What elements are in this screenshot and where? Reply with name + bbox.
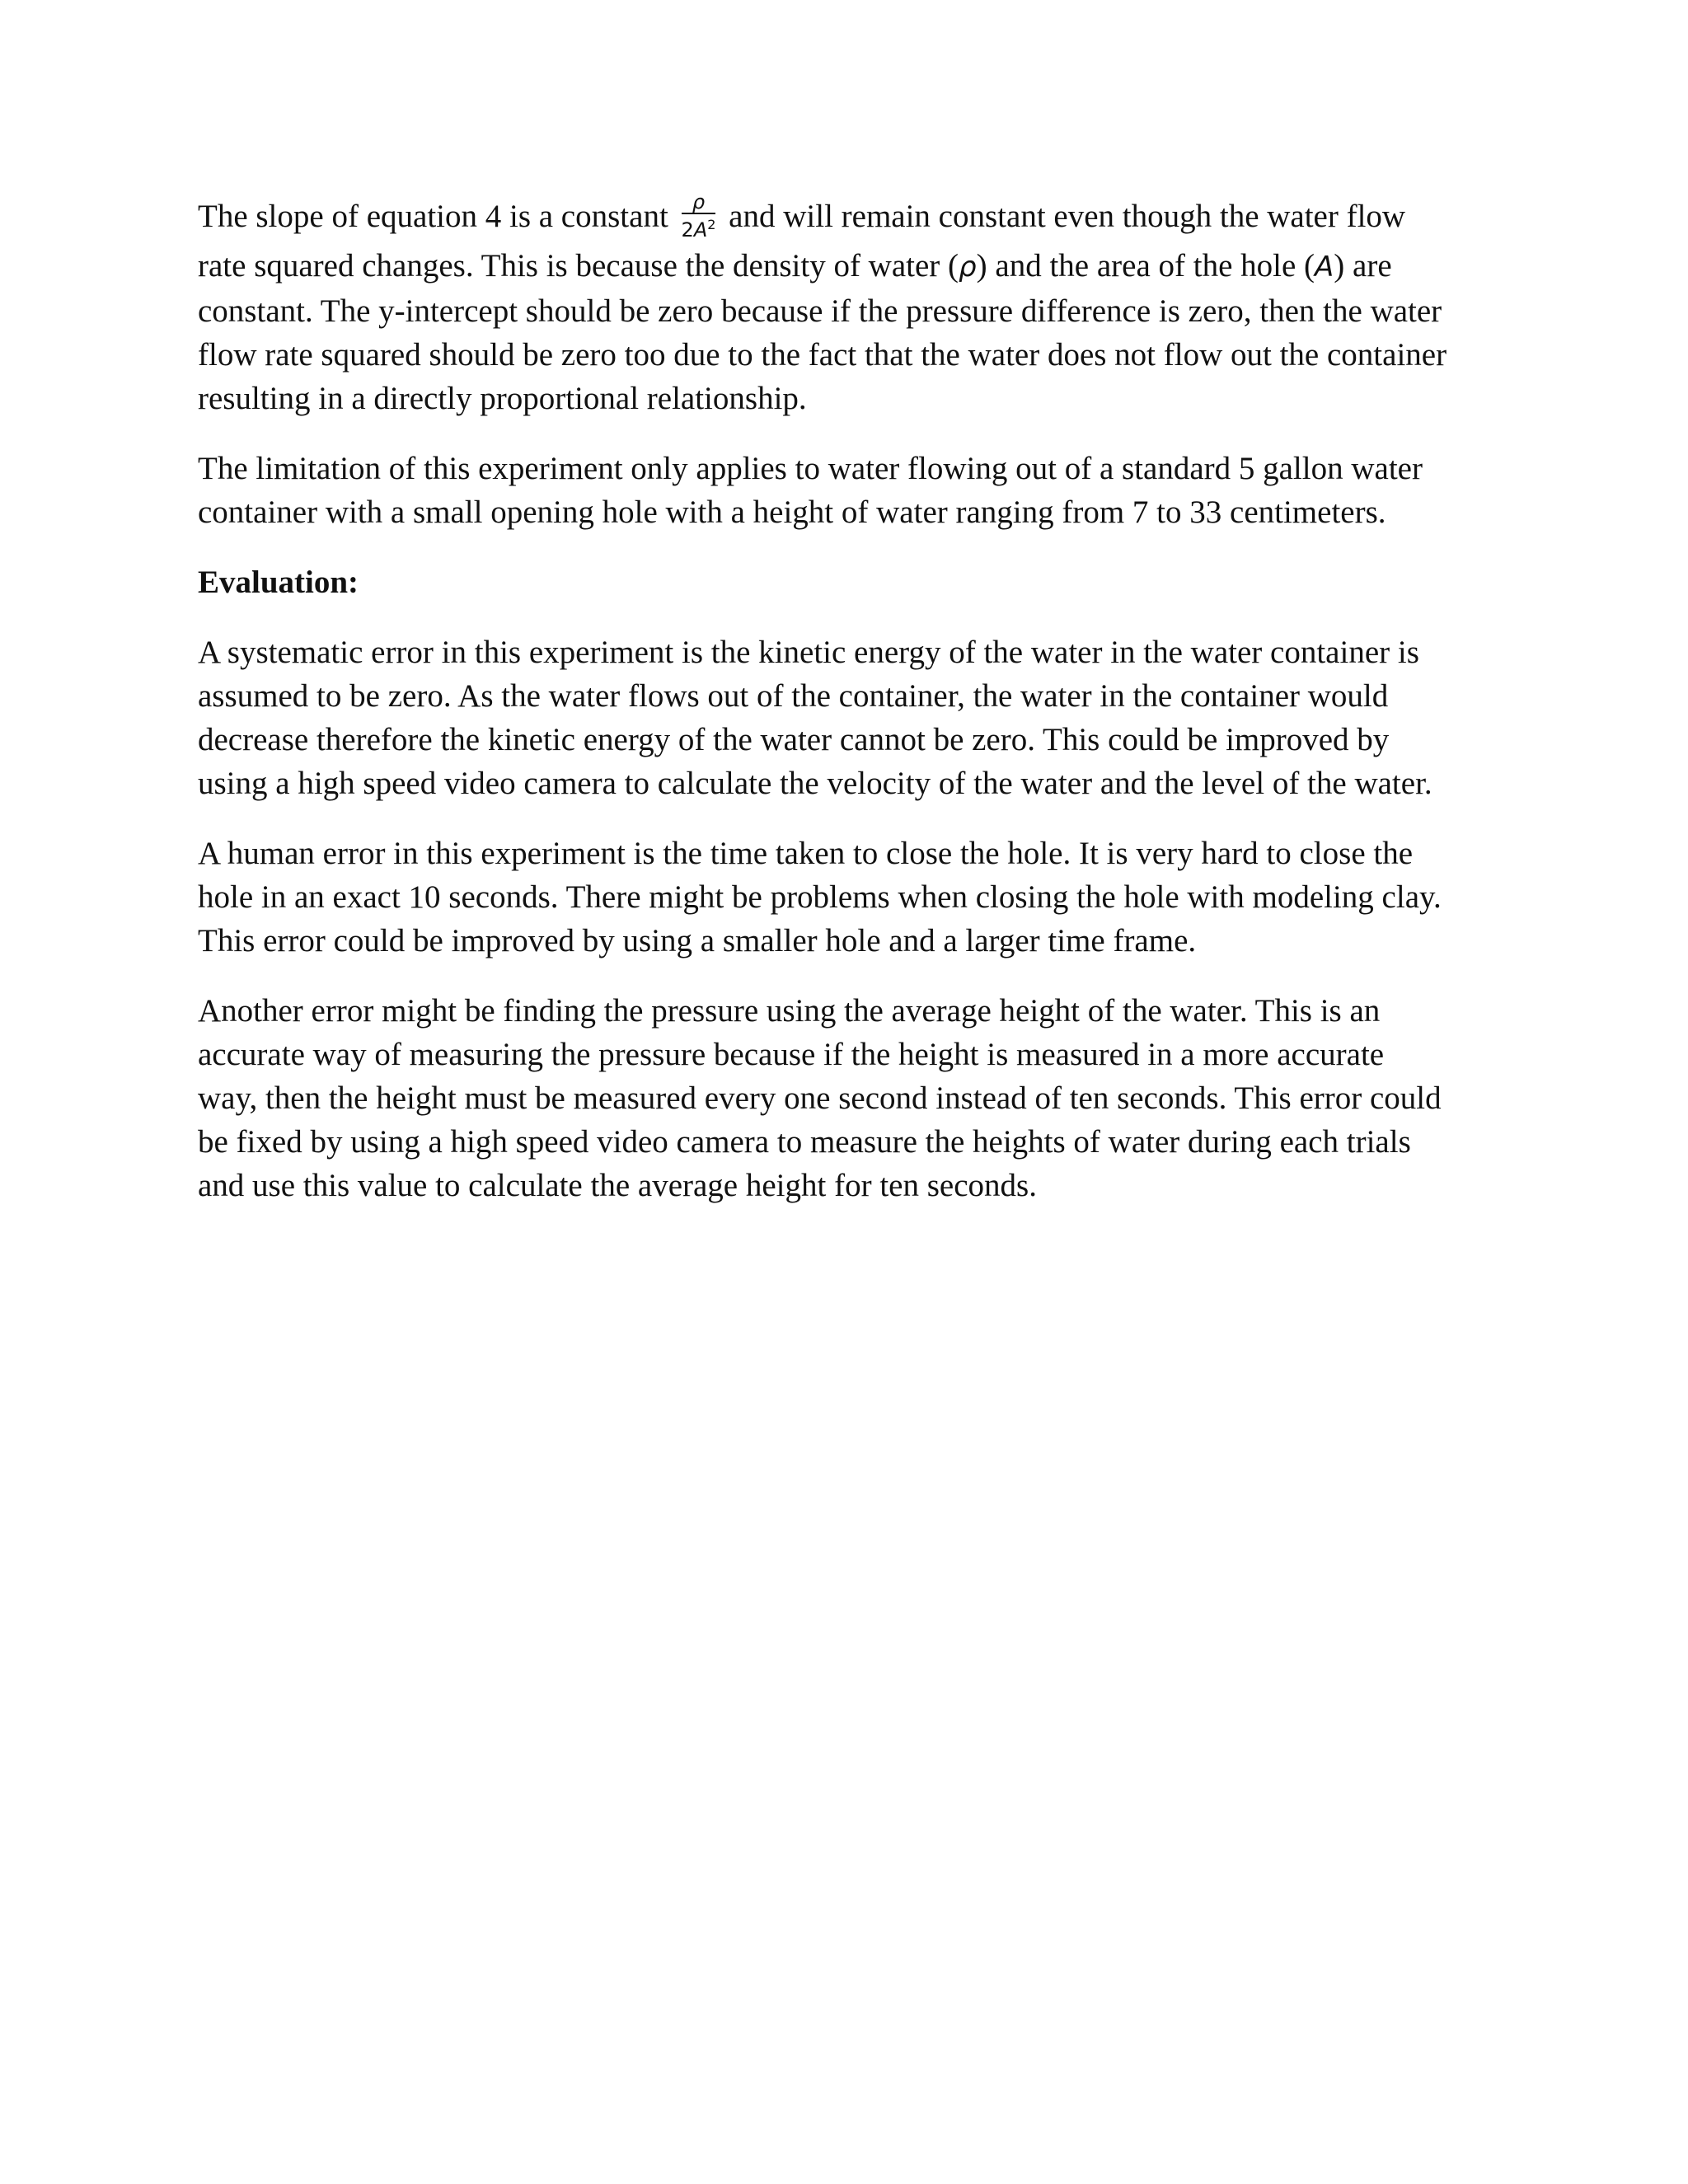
fraction-rho-over-2a-squared <box>682 191 716 241</box>
paragraph-line: This error could be improved by using a smaller hole and a larger time frame. <box>198 923 1197 959</box>
paragraph-human-error <box>198 832 1500 963</box>
paragraph-line: A human error in this experiment is the time taken to close the hole. It is very hard to close the <box>198 836 1414 872</box>
denominator-coefficient: 2 <box>681 218 694 242</box>
paragraph-line: accurate way of measuring the pressure because if the height is measured in a more accurate <box>198 1037 1385 1073</box>
denominator-variable: A <box>693 218 708 242</box>
evaluation-heading: Evaluation: <box>198 565 359 601</box>
paragraph-line <box>198 190 1500 244</box>
paragraph-line: constant. The y-intercept should be zero because if the pressure difference is zero, then the water <box>198 293 1442 330</box>
paragraph-line: be fixed by using a high speed video camera to measure the heights of water during each trials <box>198 1124 1411 1160</box>
paragraph-line: container with a small opening hole with a height of water ranging from 7 to 33 centimeters. <box>198 494 1386 531</box>
math-symbol-rho: ρ <box>959 251 977 284</box>
text-run: ) are <box>1334 248 1392 284</box>
fraction-numerator: ρ <box>682 191 716 214</box>
text-run: rate squared changes. This is because the density of water ( <box>198 248 959 284</box>
text-run: The slope of equation 4 is a constant <box>198 199 677 234</box>
paragraph-limitation <box>198 447 1500 534</box>
paragraph-line: assumed to be zero. As the water flows out of the container, the water in the container would <box>198 678 1389 715</box>
paragraph-line: Another error might be finding the pressure using the average height of the water. This is an <box>198 993 1381 1029</box>
text-run: and will remain constant even though the water flow <box>720 199 1406 234</box>
paragraph-line: flow rate squared should be zero too due to the fact that the water does not flow out the container <box>198 337 1447 373</box>
paragraph-line <box>198 244 1500 289</box>
paragraph-line: and use this value to calculate the average height for ten seconds. <box>198 1168 1037 1204</box>
math-symbol-a: A <box>1315 251 1334 284</box>
paragraph-line: way, then the height must be measured every one second instead of ten seconds. This error could <box>198 1080 1442 1117</box>
paragraph-line: A systematic error in this experiment is the kinetic energy of the water in the water container is <box>198 635 1419 671</box>
paragraph-line: resulting in a directly proportional relationship. <box>198 381 807 417</box>
paragraph-line: The limitation of this experiment only applies to water flowing out of a standard 5 gallon water <box>198 451 1423 487</box>
paragraph-systematic-error <box>198 630 1500 805</box>
paragraph-line: decrease therefore the kinetic energy of the water cannot be zero. This could be improved by <box>198 722 1390 758</box>
document-body <box>198 190 1500 1234</box>
text-run: ) and the area of the hole ( <box>976 248 1315 284</box>
paragraph-slope <box>198 190 1500 420</box>
paragraph-another-error <box>198 989 1500 1207</box>
paragraph-line: hole in an exact 10 seconds. There might be problems when closing the hole with modeling clay. <box>198 879 1442 916</box>
denominator-exponent: 2 <box>707 217 716 233</box>
fraction-denominator <box>682 214 716 241</box>
paragraph-line: using a high speed video camera to calculate the velocity of the water and the level of the water. <box>198 766 1432 802</box>
